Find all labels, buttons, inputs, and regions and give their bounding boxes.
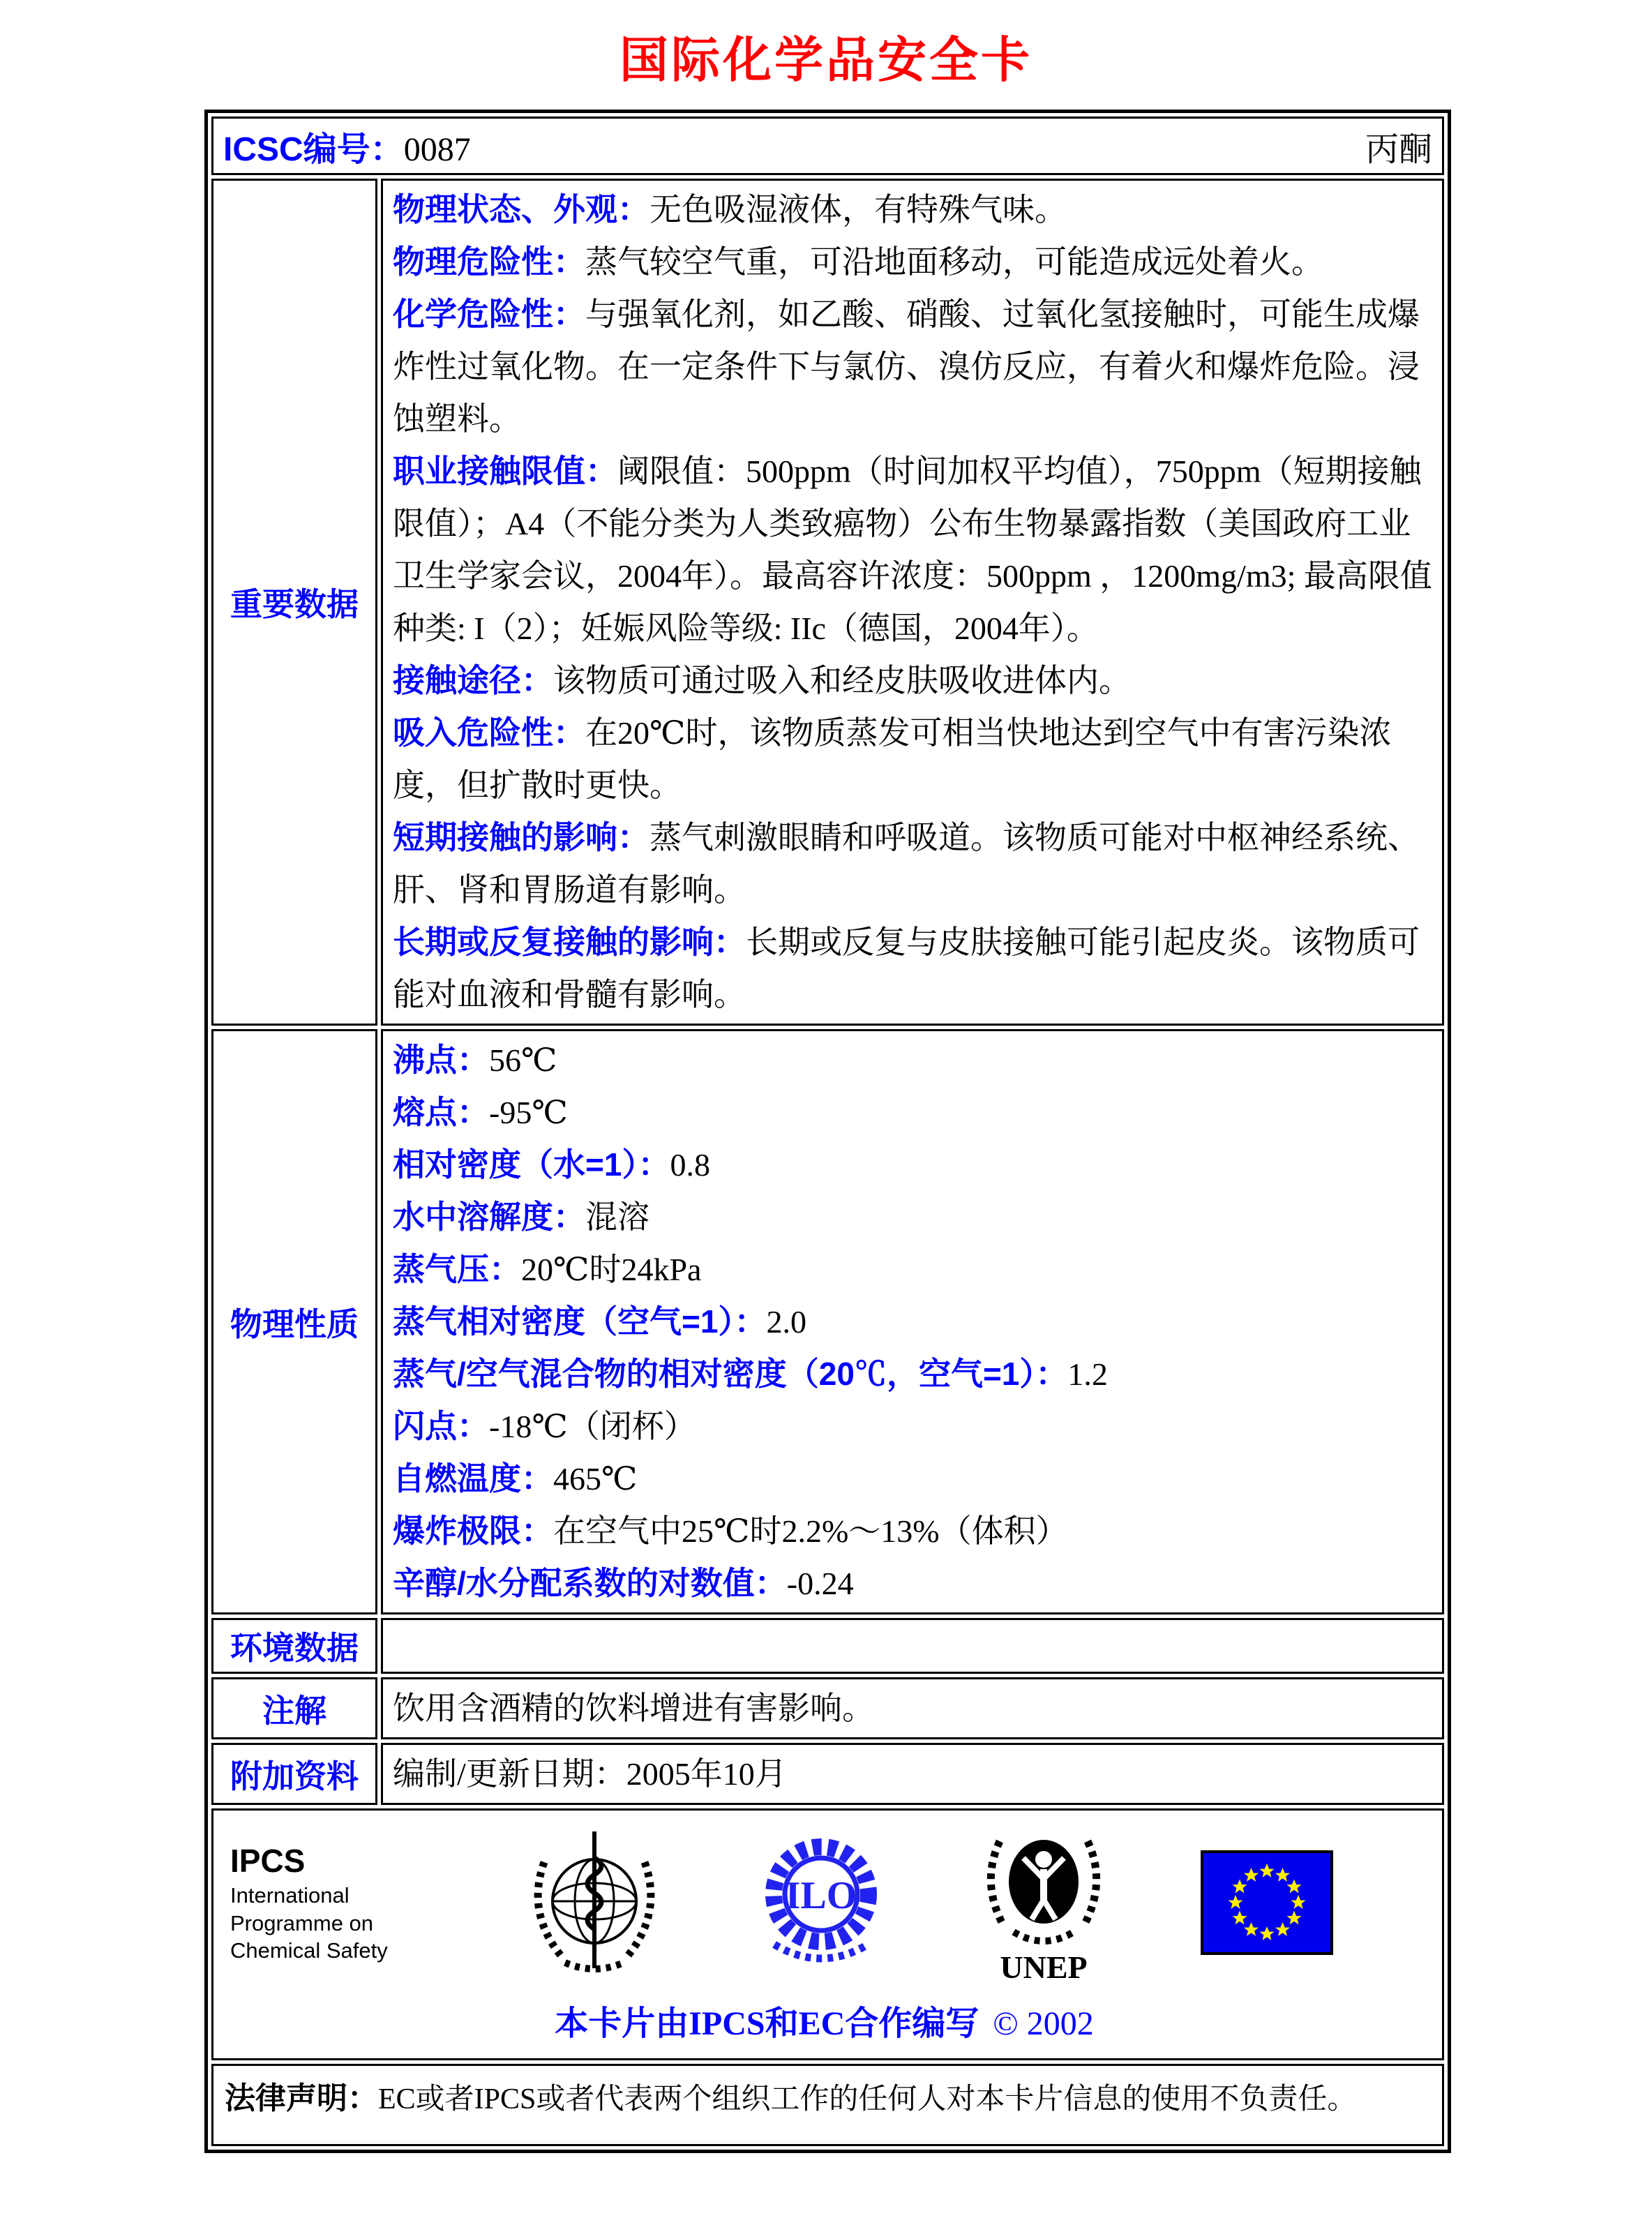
- row-legal: [211, 2064, 1444, 2146]
- logos-row: [434, 1820, 1424, 1985]
- property-value: 混溶: [585, 1199, 649, 1235]
- property-label: 闪点：: [393, 1408, 489, 1444]
- header-row: [211, 117, 1444, 175]
- data-item: [393, 811, 1432, 916]
- notes-content-cell: [381, 1677, 1444, 1739]
- unep-letters: UNEP: [1000, 1949, 1088, 1985]
- environmental-data-label-cell: [211, 1618, 377, 1674]
- row-environmental-data: [211, 1618, 1444, 1674]
- who-logo-icon: [525, 1829, 664, 1977]
- property-item: [393, 1139, 1432, 1191]
- item-label: 物理危险性：: [393, 243, 585, 280]
- unep-logo-icon: [977, 1820, 1110, 1985]
- property-item: [393, 1557, 1432, 1610]
- data-item: [393, 654, 1432, 707]
- data-item: [393, 445, 1432, 654]
- property-item: [393, 1505, 1432, 1557]
- data-item: [393, 288, 1432, 445]
- icsc-number-value: 0087: [403, 130, 471, 168]
- property-value: 465℃: [553, 1461, 638, 1497]
- data-item: [393, 707, 1432, 811]
- chemical-name: 丙酮: [1365, 130, 1432, 168]
- item-value: 阈限值：500ppm（时间加权平均值），750ppm（短期接触限值）；A4（不能分类为人类致癌物）公布生物暴露指数（美国政府工业卫生学家会议，2004年）。最高容许浓度：500ppm ，1200mg/m3; 最高限值种类: I（2）；妊娠风险等级: IIc（德国，2004年）。: [393, 454, 1432, 646]
- physical-properties-content-cell: [381, 1029, 1444, 1614]
- credit-line: [225, 1996, 1424, 2044]
- section-label-important-data: 重要数据: [230, 586, 359, 622]
- item-value: 与强氧化剂，如乙酸、硝酸、过氧化氢接触时，可能生成爆炸性过氧化物。在一定条件下与氯仿、溴仿反应，有着火和爆炸危险。浸蚀塑料。: [393, 297, 1420, 437]
- row-footer-logos: [211, 1808, 1444, 2060]
- property-label: 相对密度（水=1）：: [393, 1146, 670, 1183]
- property-value: -0.24: [786, 1566, 854, 1601]
- section-label-physical-properties: 物理性质: [230, 1305, 359, 1342]
- legal-label: 法律声明：: [225, 2081, 378, 2115]
- item-label: 接触途径：: [393, 662, 553, 698]
- item-label: 长期或反复接触的影响：: [393, 924, 746, 960]
- item-value: 长期或反复与皮肤接触可能引起皮炎。该物质可能对血液和骨髓有影响。: [393, 924, 1420, 1012]
- property-item: [393, 1034, 1432, 1086]
- legal-text: EC或者IPCS或者代表两个组织工作的任何人对本卡片信息的使用不负责任。: [378, 2083, 1357, 2115]
- row-physical-properties: [211, 1029, 1444, 1614]
- property-label: 辛醇/水分配系数的对数值：: [393, 1565, 787, 1601]
- data-item: [393, 183, 1432, 236]
- property-item: [393, 1086, 1432, 1139]
- property-item: [393, 1191, 1432, 1243]
- physical-properties-label-cell: [211, 1029, 377, 1614]
- eu-flag-icon: [1201, 1850, 1333, 1955]
- item-value: 蒸气较空气重，可沿地面移动，可能造成远处着火。: [585, 244, 1323, 280]
- environmental-data-content-cell: [381, 1618, 1444, 1674]
- section-label-notes: 注解: [262, 1692, 326, 1729]
- copyright-text: © 2002: [993, 2005, 1094, 2042]
- property-label: 沸点：: [393, 1042, 489, 1078]
- icsc-card-table: [204, 110, 1451, 2153]
- important-data-label-cell: [211, 179, 377, 1026]
- property-label: 蒸气压：: [393, 1251, 521, 1287]
- ipcs-title: IPCS: [230, 1843, 306, 1880]
- property-label: 蒸气相对密度（空气=1）：: [393, 1303, 767, 1340]
- section-label-additional-info: 附加资料: [230, 1758, 359, 1794]
- property-item: [393, 1400, 1432, 1453]
- icsc-number-group: [223, 122, 471, 170]
- item-value: 蒸气刺激眼睛和呼吸道。该物质可能对中枢神经系统、肝、肾和胃肠道有影响。: [393, 820, 1420, 908]
- footer-inner: [223, 1813, 1432, 2055]
- row-important-data: [211, 179, 1444, 1026]
- item-value: 在20℃时，该物质蒸发可相当快地达到空气中有害污染浓度，但扩散时更快。: [393, 715, 1392, 803]
- legal-inner: [223, 2069, 1432, 2141]
- section-label-environmental-data: 环境数据: [230, 1630, 359, 1666]
- ipcs-text-block: [225, 1841, 434, 1965]
- row-additional-info: [211, 1743, 1444, 1805]
- property-label: 水中溶解度：: [393, 1199, 585, 1235]
- property-value: 2.0: [766, 1304, 806, 1340]
- item-label: 化学危险性：: [393, 296, 585, 332]
- property-label: 熔点：: [393, 1094, 489, 1130]
- property-value: -18℃（闭杯）: [489, 1409, 696, 1444]
- ilo-logo-icon: [755, 1833, 887, 1972]
- property-value: 在空气中25℃时2.2%～13%（体积）: [553, 1513, 1068, 1549]
- property-value: -95℃: [489, 1095, 568, 1130]
- additional-info-text: 编制/更新日期：2005年10月: [393, 1756, 787, 1792]
- property-value: 56℃: [489, 1042, 557, 1078]
- item-label: 吸入危险性：: [393, 714, 585, 751]
- header-inner: [223, 121, 1432, 170]
- property-label: 爆炸极限：: [393, 1513, 553, 1549]
- property-label: 蒸气/空气混合物的相对密度（20℃，空气=1）：: [393, 1356, 1068, 1392]
- property-item: [393, 1296, 1432, 1348]
- item-label: 短期接触的影响：: [393, 819, 649, 855]
- additional-info-label-cell: [211, 1743, 377, 1805]
- data-item: [393, 916, 1432, 1021]
- item-label: 职业接触限值：: [393, 453, 617, 489]
- footer-logo-strip: [225, 1820, 1424, 1985]
- item-value: 无色吸湿液体，有特殊气味。: [649, 192, 1067, 227]
- data-item: [393, 236, 1432, 288]
- property-item: [393, 1348, 1432, 1400]
- ipcs-subtitle-line: Chemical Safety: [230, 1938, 388, 1963]
- credit-text: 本卡片由IPCS和EC合作编写: [555, 2005, 979, 2042]
- notes-label-cell: [211, 1677, 377, 1739]
- property-value: 20℃时24kPa: [521, 1252, 702, 1287]
- property-label: 自燃温度：: [393, 1460, 553, 1497]
- item-value: 该物质可通过吸入和经皮肤吸收进体内。: [553, 663, 1131, 698]
- ilo-letters: ILO: [785, 1874, 857, 1917]
- page-title: 国际化学品安全卡: [620, 33, 1032, 87]
- ipcs-subtitle-line: International: [230, 1882, 350, 1908]
- row-notes: [211, 1677, 1444, 1739]
- property-value: 1.2: [1067, 1356, 1108, 1392]
- important-data-content-cell: [381, 179, 1444, 1026]
- property-value: 0.8: [670, 1147, 710, 1183]
- additional-info-content-cell: [381, 1743, 1444, 1805]
- property-item: [393, 1243, 1432, 1296]
- item-label: 物理状态、外观：: [393, 191, 649, 227]
- ipcs-subtitle-line: Programme on: [230, 1910, 374, 1935]
- notes-text: 饮用含酒精的饮料增进有害影响。: [393, 1691, 874, 1726]
- property-item: [393, 1453, 1432, 1505]
- icsc-number-label: ICSC编号：: [223, 130, 404, 168]
